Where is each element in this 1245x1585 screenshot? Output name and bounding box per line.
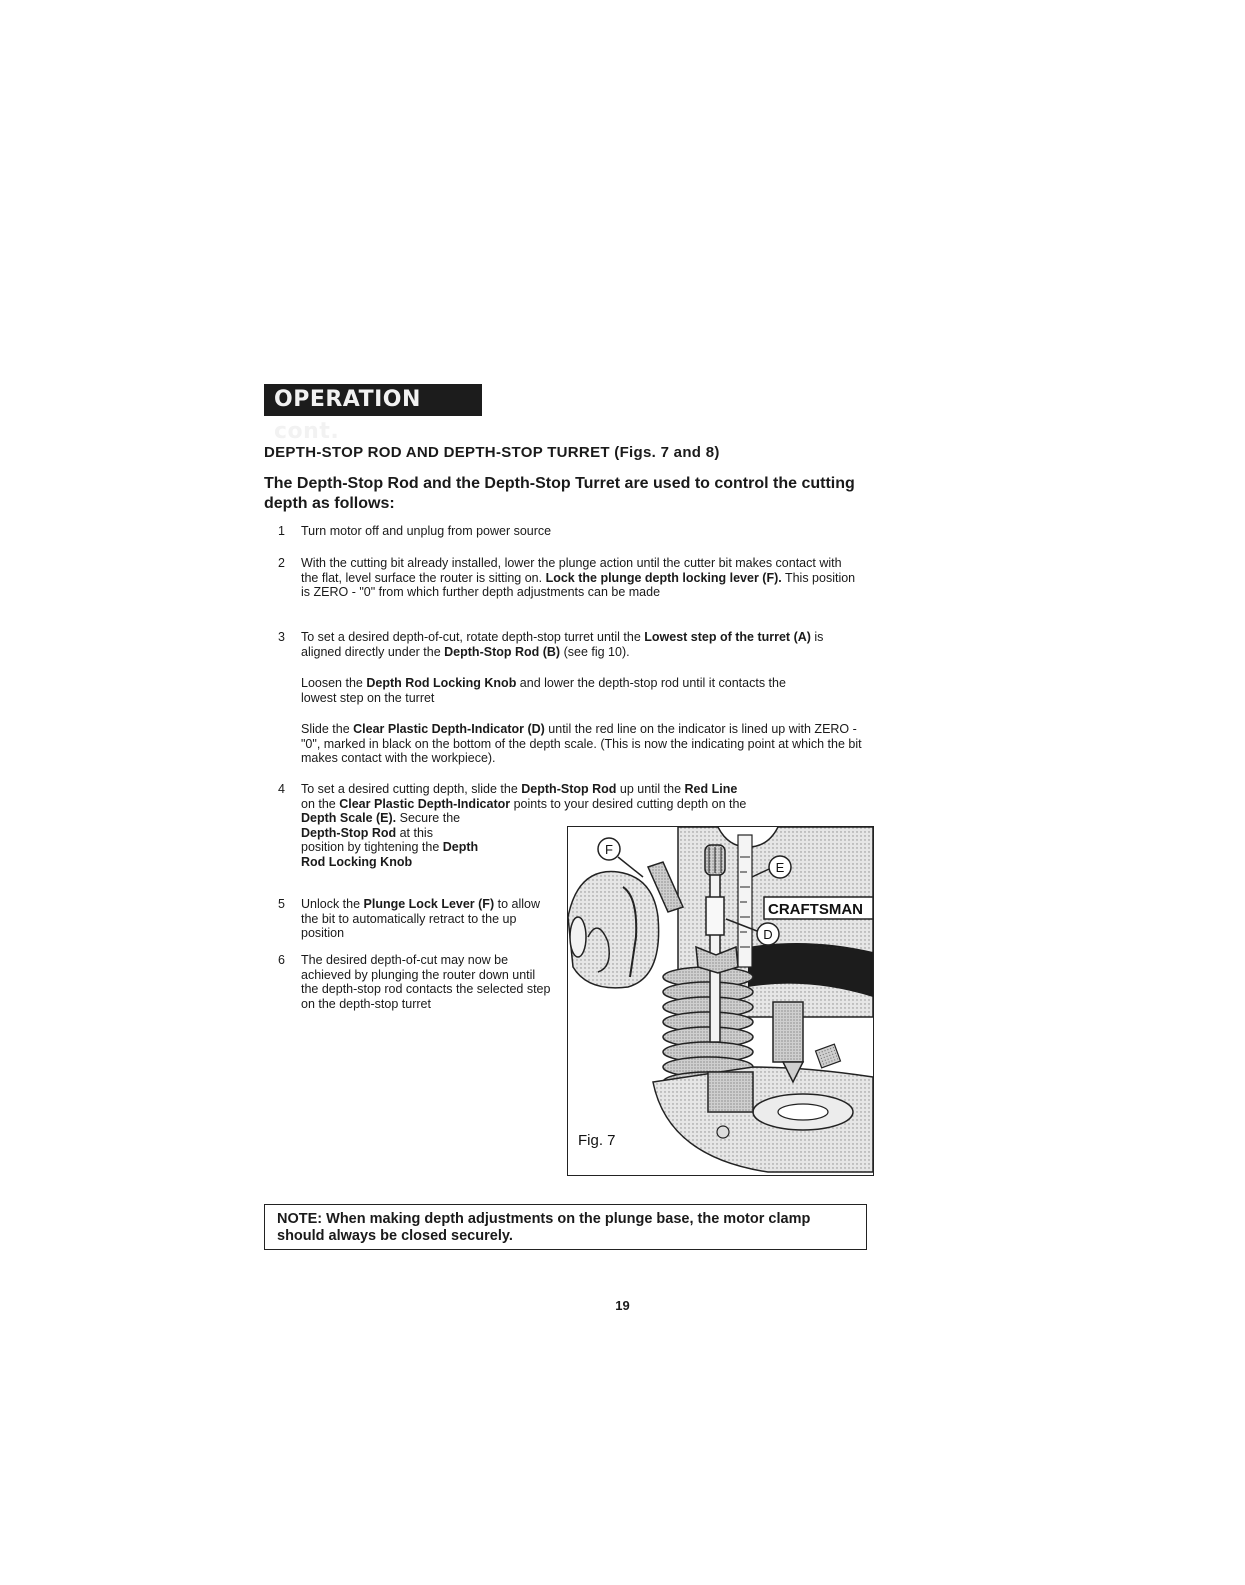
step-6-number: 6: [278, 953, 285, 967]
step-1-number: 1: [278, 524, 285, 538]
intro-text: The Depth-Stop Rod and the Depth-Stop Turret are used to control the cutting depth as follows:: [264, 475, 855, 512]
section-banner: OPERATION cont.: [264, 384, 482, 416]
figure-caption: Fig. 7: [578, 1132, 616, 1149]
step-4-number: 4: [278, 782, 285, 796]
step-5-number: 5: [278, 897, 285, 911]
router-illustration: [567, 826, 874, 1176]
callout-e: E: [775, 860, 785, 875]
step-3-text: To set a desired depth-of-cut, rotate depth-stop turret until the Lowest step of the turret (A) is aligned directly under the Depth-Stop Rod (B) (see fig 10).: [301, 630, 824, 659]
step-1-text: Turn motor off and unplug from power source: [301, 524, 552, 538]
page-number: 19: [615, 1298, 630, 1313]
note-box: NOTE: When making depth adjustments on the plunge base, the motor clamp should always be closed securely.: [264, 1204, 867, 1250]
step-6-text: The desired depth-of-cut may now be achieved by plunging the router down until the depth-stop rod contacts the selected step on the depth-stop turret: [301, 953, 551, 1011]
callout-d: D: [763, 927, 773, 942]
brand-label: CRAFTSMAN: [768, 901, 863, 918]
step-2-number: 2: [278, 556, 285, 570]
section-title: DEPTH-STOP ROD AND DEPTH-STOP TURRET (Figs. 7 and 8): [264, 444, 720, 461]
callout-f: F: [605, 842, 613, 857]
step-5-text: Unlock the Plunge Lock Lever (F) to allow the bit to automatically retract to the up position: [301, 897, 540, 940]
step-3-number: 3: [278, 630, 285, 644]
step-4-text-continued: Depth Scale (E). Secure the Depth-Stop Rod at this position by tightening the Depth Rod Locking Knob: [301, 811, 479, 869]
step-2-text: With the cutting bit already installed, lower the plunge action until the cutter bit makes contact with the flat, level surface the router is sitting on. Lock the plunge depth locking lever (F). This position is ZERO - "0" from which further depth adjustments can be made: [301, 556, 856, 599]
step-3-paragraph-loosen: Loosen the Depth Rod Locking Knob and lower the depth-stop rod until it contacts the lowest step on the turret: [301, 676, 786, 705]
step-3-paragraph-slide: Slide the Clear Plastic Depth-Indicator (D) until the red line on the indicator is lined up with ZERO - "0", marked in black on the bottom of the depth scale. (This is now the indicating point at which the bit makes contact with the workpiece).: [301, 722, 862, 765]
step-4-text: To set a desired cutting depth, slide the Depth-Stop Rod up until the Red Line on the Clear Plastic Depth-Indicator points to your desired cutting depth on the: [301, 782, 747, 811]
